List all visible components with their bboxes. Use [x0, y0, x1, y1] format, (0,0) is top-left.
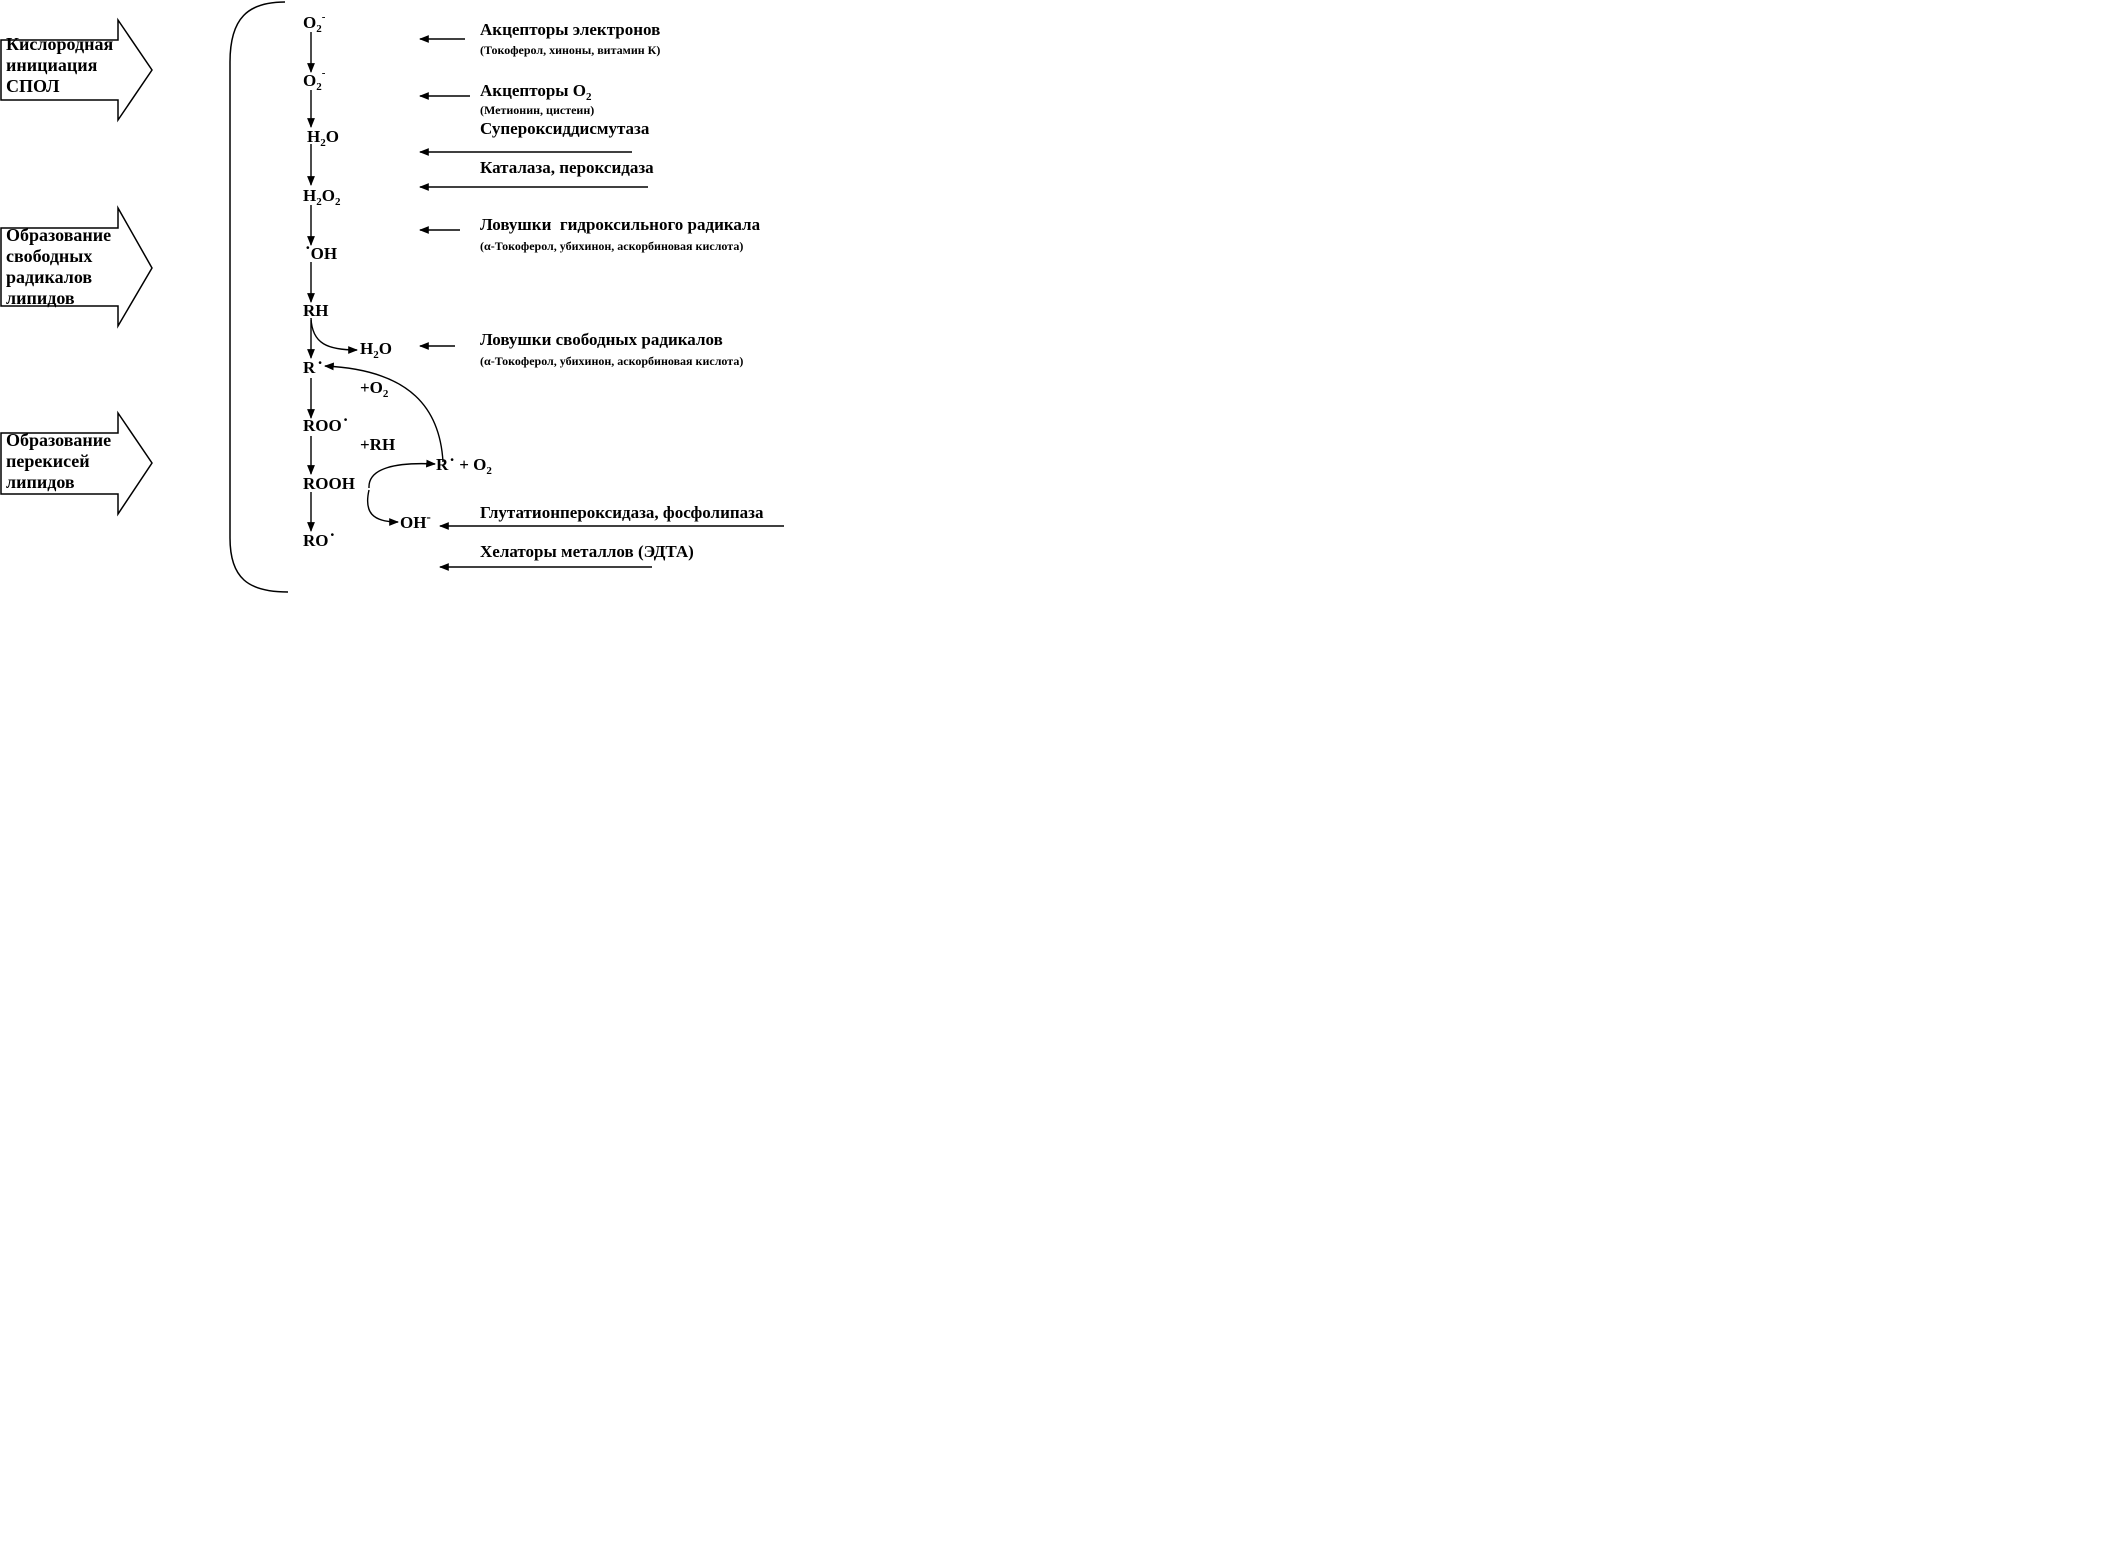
- stage-label-line: перекисей: [6, 451, 90, 471]
- species-oh-anion: OH-: [400, 509, 431, 532]
- protector-free-radical-traps: Ловушки свободных радикалов: [480, 330, 723, 349]
- stage-label-line: Кислородная: [6, 34, 114, 54]
- species-h2o2: $H_2O_2$: [303, 186, 341, 208]
- protector-o2-acceptors: Акцепторы $О_2$: [480, 81, 592, 103]
- species-oh-radical: ·OH: [305, 238, 338, 263]
- protector-glutathione: Глутатионпероксидаза, фосфолипаза: [480, 503, 764, 522]
- bracket: [230, 2, 288, 592]
- species-rh: RH: [303, 301, 329, 320]
- protector-electron-acceptors: Акцепторы электронов: [480, 20, 661, 39]
- species-ro-radical: RO·: [303, 525, 336, 550]
- species-h2o: $H_2O$: [307, 127, 339, 149]
- protector-hydroxyl-traps-note: (α-Токоферол, убихинон, аскорбиновая кислота): [480, 239, 744, 253]
- species-r-radical: R ·: [303, 353, 323, 377]
- species-plus-o2: $+O_2$: [360, 378, 389, 400]
- protector-electron-acceptors-note: (Токоферол, хиноны, витамин К): [480, 43, 661, 57]
- chain-arrows: [311, 32, 443, 531]
- stage-label-line: СПОЛ: [6, 76, 60, 96]
- stage-arrow-free-radicals: [1, 208, 152, 326]
- species-o2-radical-2: $O_2^-$: [303, 67, 326, 93]
- stage-label-line: радикалов: [6, 267, 93, 287]
- protector-free-radical-traps-note: (α-Токоферол, убихинон, аскорбиновая кислота): [480, 354, 744, 368]
- stage-arrow-oxygen-initiation: [1, 20, 152, 120]
- stage-arrow-peroxides: [1, 413, 152, 514]
- stage-label-line: липидов: [6, 472, 75, 492]
- species-plus-rh: +RH: [360, 435, 396, 454]
- stage-label-line: инициация: [6, 55, 98, 75]
- species-o2-radical: $O_2^-$: [303, 11, 326, 35]
- protector-hydroxyl-traps: Ловушки гидроксильного радикала: [480, 215, 761, 234]
- species-r-plus-o2: $R\cdot + O_2$: [436, 450, 492, 477]
- protector-sod: Супероксиддисмутаза: [480, 119, 650, 138]
- stage-label-line: Образование: [6, 430, 112, 450]
- protectors: [480, 20, 764, 561]
- protector-o2-acceptors-note: (Метионин, цистеин): [480, 103, 595, 117]
- species: [303, 11, 492, 550]
- species-h2o-side: $H_2O$: [360, 339, 392, 361]
- protector-catalase: Каталаза, пероксидаза: [480, 158, 654, 177]
- species-roo-radical: ROO·: [303, 410, 349, 435]
- species-rooh: ROOH: [303, 474, 355, 493]
- protector-chelators: Хелаторы металлов (ЭДТА): [480, 542, 694, 561]
- stage-label-line: липидов: [6, 288, 75, 308]
- stage-label-line: Образование: [6, 225, 112, 245]
- stage-label-line: свободных: [6, 246, 93, 266]
